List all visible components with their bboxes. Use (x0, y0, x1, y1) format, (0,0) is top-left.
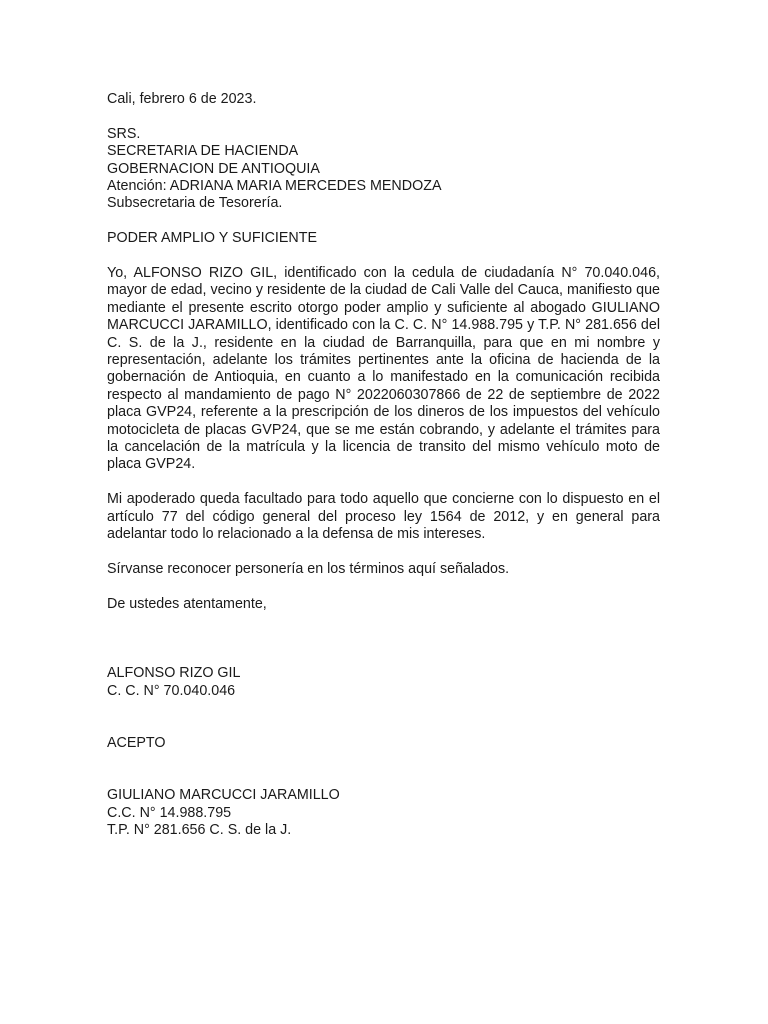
grantor-id: C. C. N° 70.040.046 (107, 682, 236, 699)
recipient-organization: GOBERNACION DE ANTIOQUIA (107, 160, 320, 177)
recipient-salutation: SRS. (107, 125, 141, 142)
letter (107, 91, 660, 839)
grantor-name: ALFONSO RIZO GIL (107, 665, 241, 682)
recipient-department: Subsecretaria de Tesorería. (107, 195, 283, 212)
date-line: Cali, febrero 6 de 2023. (107, 91, 257, 107)
body-paragraph-1: Yo, ALFONSO RIZO GIL, identificado con la cedula de ciudadanía N° 70.040.046, mayor de edad, vecino y residente de la ciudad de Cali Valle del Cauca, manifiesto que mediante el presente escrito otorgo poder amplio y suficiente al abogado GIULIANO MARCUCCI JARAMILLO, identificado con la C. C. N° 14.988.795 y T.P. N° 281.656 del C. S. de la J., residente en la ciudad de Barranquilla, para que en mi nombre y representación, adelante los trámites pertinentes ante la oficina de hacienda de la gobernación de Antioquia, en cuanto a lo manifestado en la comunicación recibida respecto al mandamiento de pago N° 2022060307866 de 22 de septiembre de 2022 placa GVP24, referente a la prescripción de los dineros de los impuestos del vehículo motocicleta de placas GVP24, que se me están cobrando, y adelante el trámites para la cancelación de la matrícula y la licencia de transito del mismo vehículo moto de placa GVP24. (107, 265, 660, 473)
recipient-entity: SECRETARIA DE HACIENDA (107, 143, 299, 160)
attorney-signature-block (107, 787, 660, 839)
acceptance-label: ACEPTO (107, 734, 166, 751)
attorney-license: T.P. N° 281.656 C. S. de la J. (107, 821, 292, 838)
recipient-block (107, 126, 660, 213)
attorney-id: C.C. N° 14.988.795 (107, 804, 232, 821)
body-paragraph-3: Sírvanse reconocer personería en los términos aquí señalados. (107, 560, 510, 577)
subject-line: PODER AMPLIO Y SUFICIENTE (107, 230, 318, 247)
grantor-signature-block (107, 665, 660, 700)
body-paragraph-2: Mi apoderado queda facultado para todo aquello que concierne con lo dispuesto en el artículo 77 del código general del proceso ley 1564 de 2012, y en general para adelantar todo lo relacionado a la defensa de mis intereses. (107, 491, 660, 543)
closing-line: De ustedes atentamente, (107, 595, 267, 612)
attorney-name: GIULIANO MARCUCCI JARAMILLO (107, 787, 340, 804)
recipient-attention: Atención: ADRIANA MARIA MERCEDES MENDOZA (107, 178, 442, 195)
